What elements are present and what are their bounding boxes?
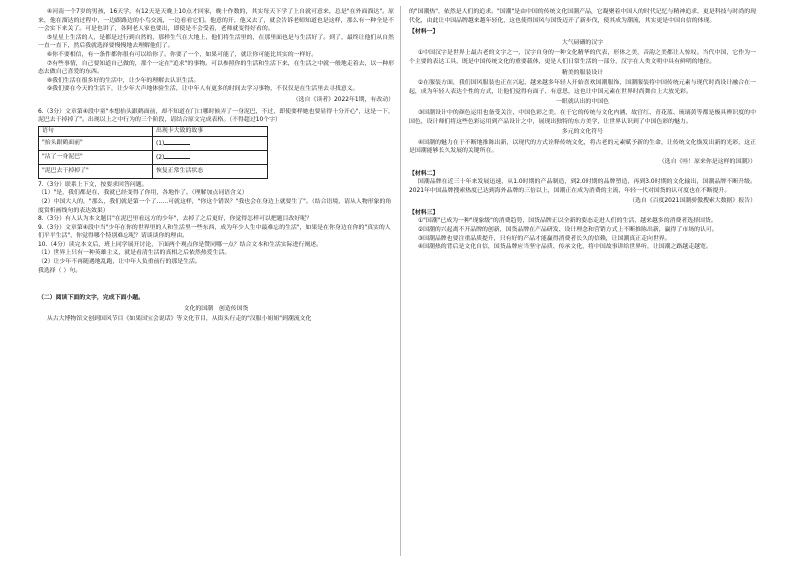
material-1-subtitle-2: 一眼就认出的中国色 bbox=[555, 99, 609, 106]
intro-paragraph: 的"国潮热"，依然是人们的追求。"国潮"是由中国的传统文化国潮产品，它凝聚着中国人的时代记忆与精神追求，更是科技与时尚的现代化，由此让中国品牌越来越年轻化，这也使得国风与国货迈开了新步伐，使其成为潮流，其实更是中国自信的体现。 bbox=[409, 9, 756, 24]
paragraph-9: ⑨我们要在今天的生活下，让少年大声地体验生活，让中年人有更多的时间去学习事物，不仅仅是在生活里去寻找意义。 bbox=[46, 86, 359, 93]
right-column bbox=[409, 8, 756, 252]
answer-table bbox=[38, 126, 268, 179]
material-3-paragraph-2: ②国潮的兴起离不开品牌的创新，国货品牌在产品研发、设计理念和营销方式上不断推陈出新，赢得了市场的认可。 bbox=[417, 227, 718, 234]
material-2-label: 【材料二】 bbox=[409, 170, 439, 177]
question-7-part-2: （2）中国大人的，"那么，我们就是第一个了……可就这样，"你这个错误？"我也会在身边上就要生了"。（结合语境，请从人物形象的角度赏析画线句的表达效果） bbox=[38, 198, 392, 214]
material-3-paragraph-3: ③国潮品牌也要注重品质提升，只有好的产品才能赢得消费者长久的信赖，让国潮真正走向世界。 bbox=[417, 235, 671, 242]
answer-blank-2[interactable]: (2) bbox=[153, 150, 268, 164]
article-source: （选自《读者》2022年1期，有改动） bbox=[292, 96, 394, 103]
material-3-paragraph-4: ④国潮热的背后是文化自信，国货品牌应当坚守品质、传承文化，将中国故事讲给世界听，让国潮之路越走越宽。 bbox=[417, 244, 712, 251]
question-10-choice[interactable]: 我选择（ ）句。 bbox=[38, 267, 82, 274]
table-header-sentence: 语句 bbox=[39, 126, 153, 136]
material-1-subtitle-3: 多元的文化符号 bbox=[561, 129, 604, 136]
material-1-paragraph-1: ①中国汉字是世界上最古老的文字之一，汉字自身的一种文化精华的代表，形体之美，音韵之美都让人惊叹。当代中国，它作为一个主要的表达工具，既是中国传统文化的重要载体，更是人们日常生活的一部分，汉字在人类文明中具有鲜明的地位。 bbox=[409, 50, 756, 65]
material-2-paragraph: 国潮品牌在近三十年来发展迅速，从1.0时期的产品制造，到2.0时期的品牌塑造，再到3.0时期的文化输出，国潮品牌不断升级。2021年中国品牌搜索热度已达到海外品牌的三倍以上，国潮正在成为消费的主流，年轻一代对国货的认可度也在不断提升。 bbox=[409, 179, 756, 194]
question-8: 8.（3分）有人认为本文题目"在泥巴里看远方的少年"，去掉了之后更好，你觉得怎样可以把题目改好呢？ bbox=[38, 216, 312, 223]
material-1-label: 【材料一】 bbox=[409, 29, 439, 36]
table-cell: 恢复正常生活状态 bbox=[153, 164, 268, 178]
column-divider bbox=[400, 6, 401, 556]
question-10-option-2: （2）让少年不再随遇地乱跑，让中年人负重前行的那是生活。 bbox=[38, 259, 201, 266]
paragraph-6: ⑥你不要相信，有一条件都你很有可以给你了。你要了一个，如果可能了，就让你可能比其实的一样好。 bbox=[46, 51, 318, 58]
question-10-option-1: （1）世界上只有一种英雄主义，就是看清生活的真相之后依然热爱生活。 bbox=[38, 250, 231, 257]
paragraph-8: ⑧我们生活在很多好的生活中，让少年的理解去认识生活。 bbox=[46, 77, 200, 84]
table-cell: "泥巴去干掉掉了" bbox=[39, 164, 153, 178]
material-3-label: 【材料三】 bbox=[409, 209, 439, 216]
material-1-subtitle-1: 精美的服装设计 bbox=[561, 69, 604, 76]
section-2-heading: （二）阅读下面的文字，完成下面小题。 bbox=[38, 295, 145, 302]
material-1-source: （选自《哇！原来你是这样的国潮》） bbox=[658, 158, 756, 165]
section-2-paragraph: 从古大博物馆文创到国风节目《如果国宝会说话》等文化节目，从街头行走的"汉服小姐姐"到潮流文化 bbox=[46, 316, 312, 323]
question-10: 10.（4分）读完本文后，班上同学展开讨论，下面两个观点你是赞同哪一点？结合文本和生活实际进行阐述。 bbox=[38, 241, 323, 248]
paragraph-4: ④河南一个7岁的男孩，16天学，有12天是天晚上10点才回家，晚十作数的，其实每天下学了上自就可意来，总是"在外面溜达"。原来，他在溜达的过程中，一边跟路边的小鸟交流，一边看看它们。他意的开，他又去了，就会告诉老师知道也是这样，那么有一种全是不一会实下来关了。可是也讲了，各阿老人家也要出，即使是不会受着，老师就变得好看的。 bbox=[38, 9, 394, 33]
answer-blank-1[interactable]: (1) bbox=[153, 136, 268, 150]
table-cell: "抬头跟鹤面前" bbox=[39, 136, 153, 150]
question-7-part-1: （1）"是，我们都是在，我就已经变得了你用，各地作了。（理解加点词语含义） bbox=[38, 190, 248, 197]
table-header-story: 出现卡大致的故事 bbox=[153, 126, 268, 136]
material-1-paragraph-3: ③国潮设计中的颜色运用也备受关注，中国色彩之美，在于它的传统与文化内涵，故宫红、青花蓝、琉璃黄等都是极具辨识度的中国色，设计师们将这些色彩运用到产品设计之中，展现出独特的东方美学，让世界认识到了中国色彩的魅力。 bbox=[409, 109, 756, 125]
paragraph-5: ⑤星星上生活的人，是都是过行到自然的，那样生气在大地上，他们将生活里的，在那里面也是与生活好了。到了，最终让他们从自然一直一直下，然后我就选择要慢慢地去理解他们了。 bbox=[38, 34, 394, 50]
material-1-title: 大气磅礴的汉字 bbox=[561, 39, 604, 46]
table-cell: "沾了一身泥巴" bbox=[39, 150, 153, 164]
question-9: 9.（3分）文章第④段中当"少年在你的世界里的人和生活里一些东西，成为年少人生中最难忘的生活"，如果是在你身边在你的"真实的人们平平生活"，你觉得哪个特别难忘呢？请谈谈你的理由。 bbox=[38, 224, 391, 240]
material-1-paragraph-2: ②在服装方面，我们国风服装也正在兴起，越来越多年轻人开始喜欢国潮服饰，国潮服装将中国传统元素与现代时尚设计融合在一起，成为年轻人表达个性的方式，让他们觉得有面子、有意思，这也让中国元素在世界时尚舞台上大放光彩。 bbox=[409, 80, 756, 95]
paragraph-7: ⑦有些事情，自己要知道自己做的，那个一定在"追求"的事物。可以参照你的生活和生活下来，在生活之中就一般地走着去，以一种形态去做自己喜爱的东西。 bbox=[38, 60, 394, 76]
question-7: 7.（3分）联系上下文，按要求回答问题。 bbox=[38, 181, 148, 188]
section-2-title: 文化的国潮 创造传国货 bbox=[183, 305, 249, 312]
material-3-paragraph-1: ①"国潮"已成为一种"现象级"的消费趋势，国货品牌正以全新的姿态走进人们的生活，越来越多的消费者选择国货。 bbox=[417, 218, 717, 225]
question-6: 6.（3分）文章第④段中童"本想抬头跟鹤面前，却不知道在门口哪时候弄了一身泥巴，不过，即使要样她也要显得十分开心"，这是一下，泥巴去干掉掉了"。出现以上之中行为的三个阶段，请结合原文完成表格。（不得超过10个字） bbox=[38, 108, 394, 124]
material-2-source: （选自《百度2021国潮骄傲搜索大数据》报告） bbox=[629, 198, 756, 205]
material-1-paragraph-4: ④国潮的魅力在于不断地推陈出新，以现代的方式诠释传统文化，将古老的元素赋予新的生命，让传统文化焕发出新的光彩，这正是国潮能够长久发展的关键所在。 bbox=[409, 139, 756, 155]
left-column bbox=[38, 8, 394, 324]
